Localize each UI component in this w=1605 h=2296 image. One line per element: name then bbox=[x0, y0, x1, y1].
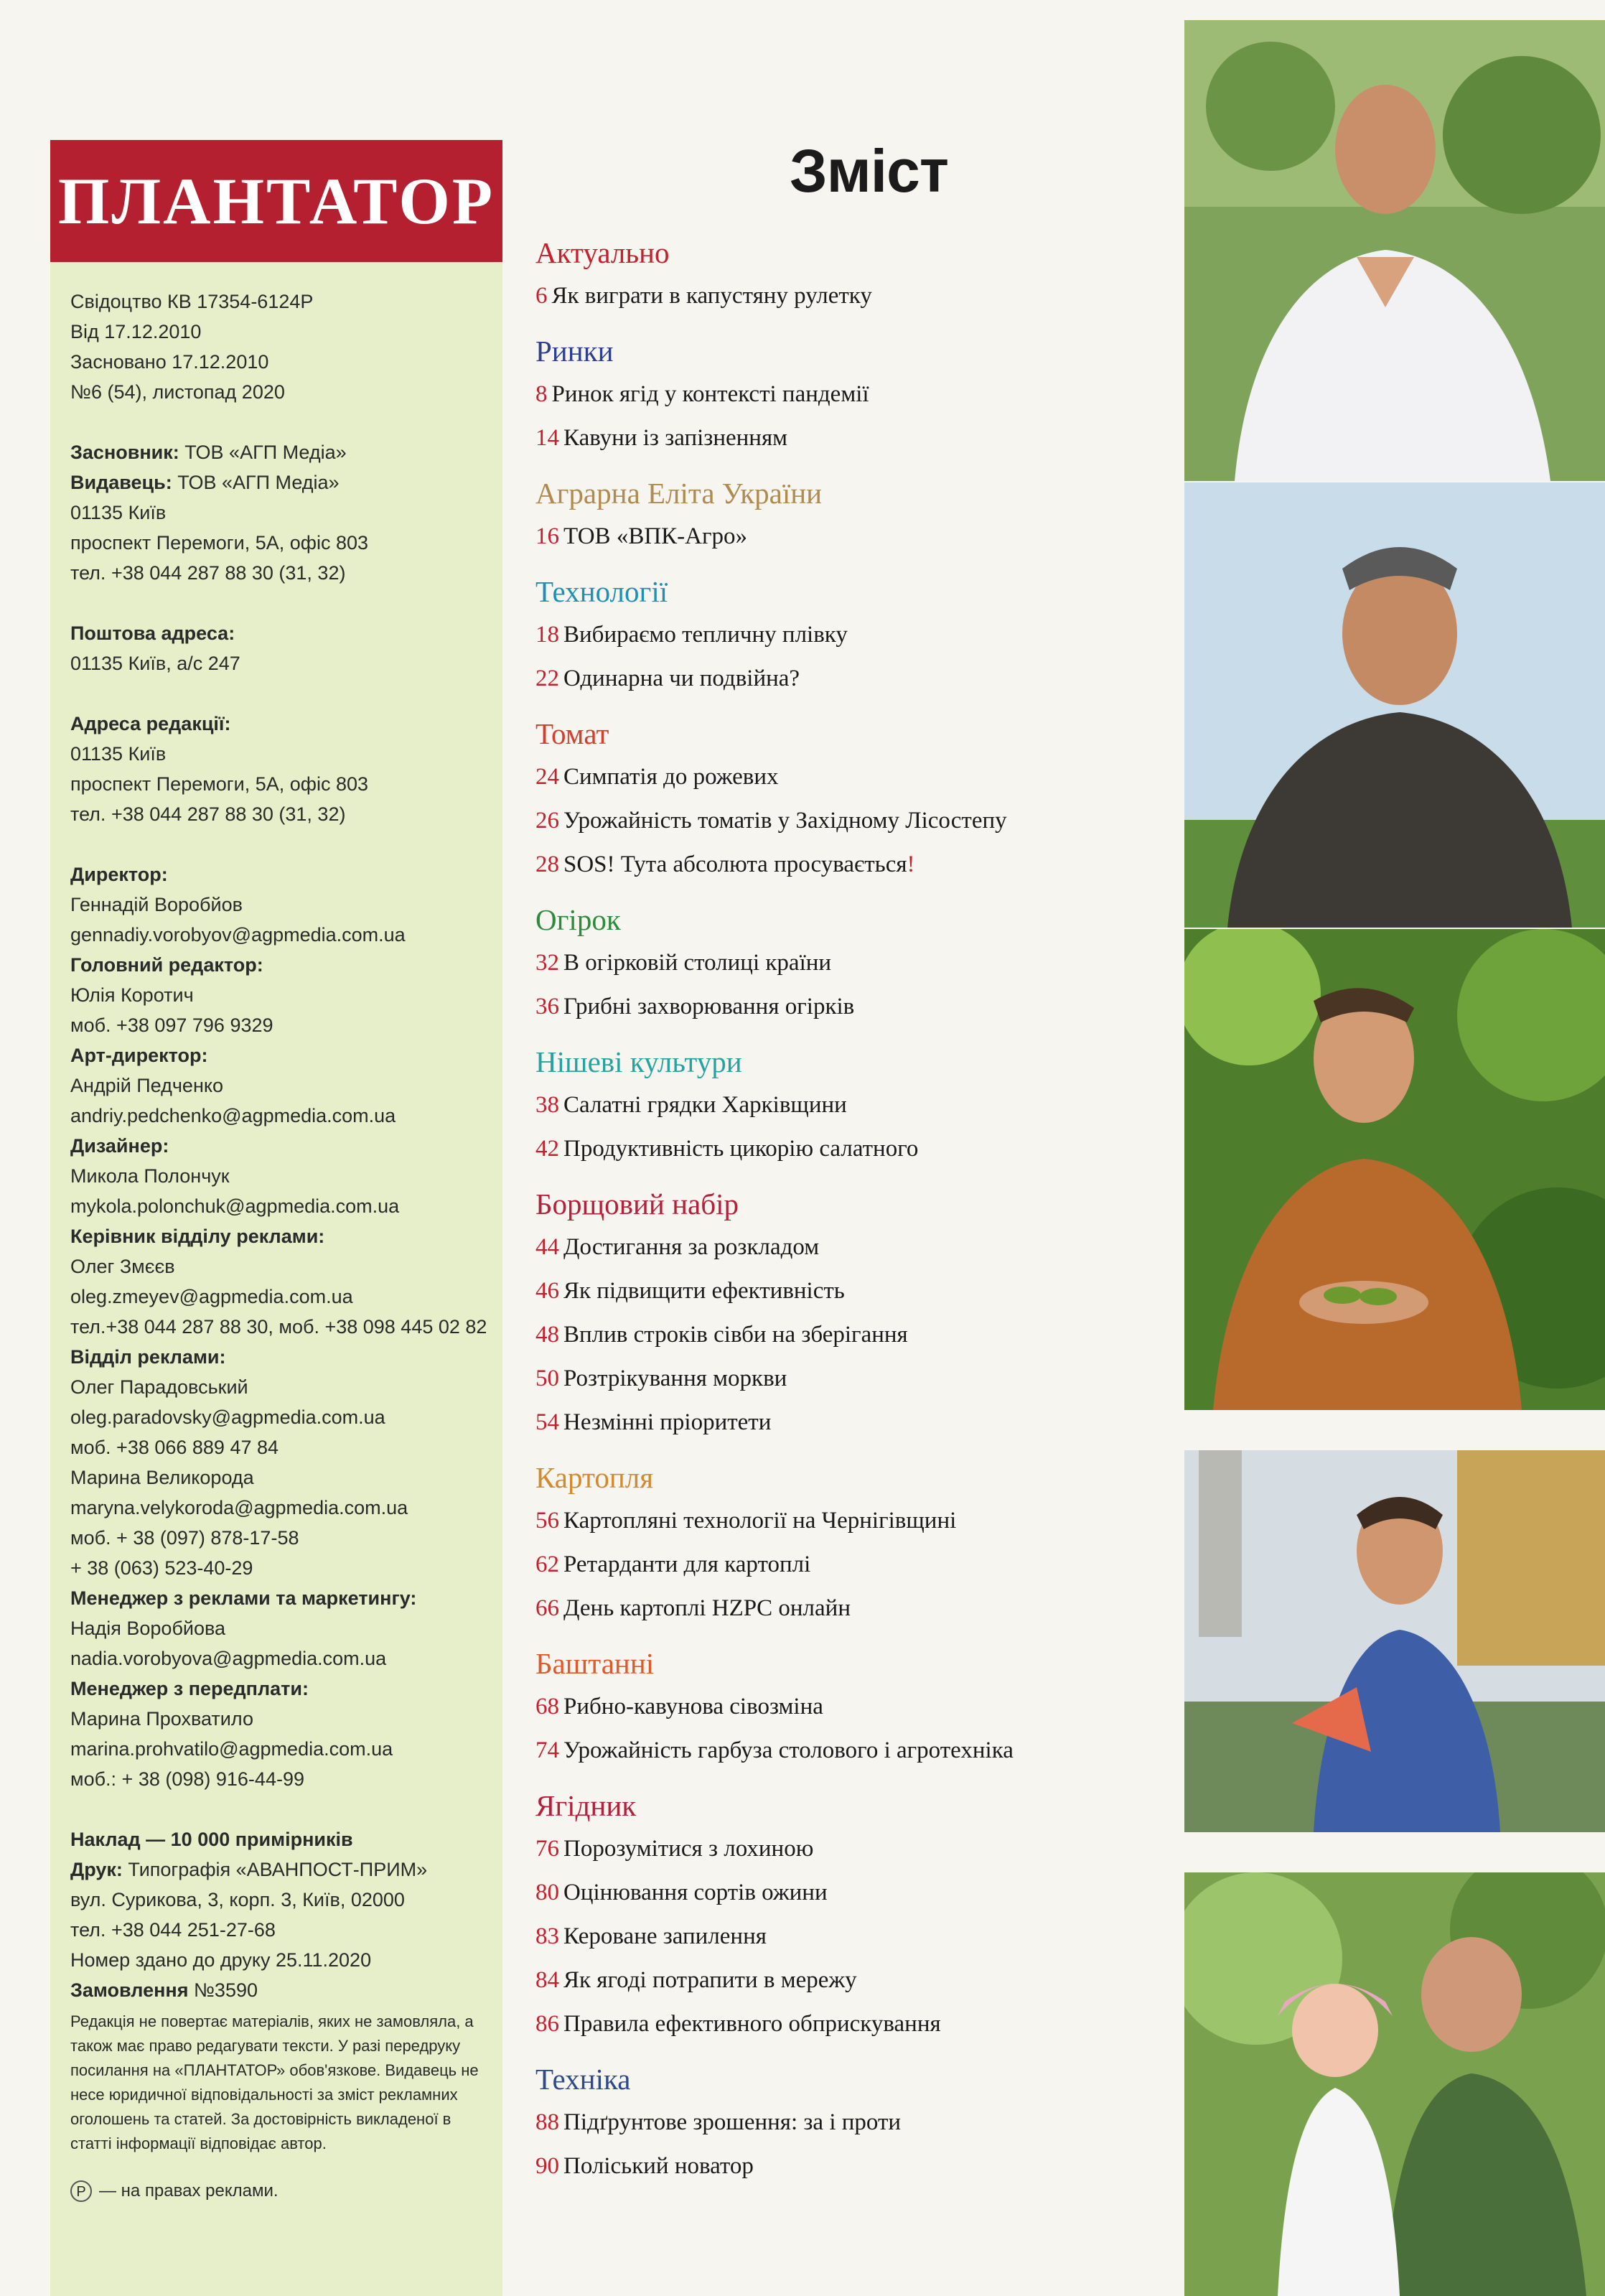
photo-man-fish bbox=[1184, 1450, 1605, 1832]
article-title: Підґрунтове зрошення: за і проти bbox=[563, 2109, 902, 2135]
founder bbox=[70, 437, 502, 467]
article-title: Продуктивність цикорію салатного bbox=[563, 1136, 919, 1162]
article-title: Поліський новатор bbox=[563, 2153, 754, 2179]
contents-section bbox=[535, 898, 1181, 1029]
contents-item[interactable] bbox=[535, 2002, 1181, 2046]
page-number: 76 bbox=[535, 1836, 559, 1862]
contents-item[interactable] bbox=[535, 2101, 1181, 2145]
article-title: День картоплі HZPC онлайн bbox=[563, 1595, 851, 1621]
contents-item[interactable] bbox=[535, 1127, 1181, 1171]
page-number: 56 bbox=[535, 1508, 559, 1534]
printer-label: Друк: bbox=[70, 1859, 123, 1880]
contents-item[interactable] bbox=[535, 1827, 1181, 1871]
printer-line: Номер здано до друку 25.11.2020 bbox=[70, 1949, 372, 1971]
article-title: Достигання за розкладом bbox=[563, 1234, 820, 1260]
staff-role: Головний редактор: bbox=[70, 954, 263, 976]
contents-item[interactable] bbox=[535, 613, 1181, 657]
contents-item[interactable] bbox=[535, 799, 1181, 843]
staff-line: Олег Змєєв bbox=[70, 1256, 175, 1277]
ad-mark-text: — на правах реклами. bbox=[99, 2181, 279, 2201]
contents-item[interactable] bbox=[535, 1729, 1181, 1773]
photo-man-cucumbers bbox=[1184, 929, 1605, 1410]
photo-man-white-shirt bbox=[1184, 20, 1605, 481]
article-title: Оцінювання сортів ожини bbox=[563, 1880, 828, 1905]
page-number: 46 bbox=[535, 1278, 559, 1304]
contents-section bbox=[535, 1784, 1181, 2046]
page-number: 14 bbox=[535, 425, 559, 451]
section-heading: Огірок bbox=[535, 903, 621, 936]
page-number: 88 bbox=[535, 2109, 559, 2135]
contents-section bbox=[535, 2058, 1181, 2188]
masthead-title: ПЛАНТАТОР bbox=[57, 164, 495, 238]
contents-item[interactable] bbox=[535, 1871, 1181, 1915]
staff-line: mykola.polonchuk@agpmedia.com.ua bbox=[70, 1195, 400, 1217]
staff-role: Арт-директор: bbox=[70, 1045, 208, 1066]
article-title: Як підвищити ефективність bbox=[563, 1278, 845, 1304]
article-title: Одинарна чи подвійна? bbox=[563, 666, 800, 691]
section-heading: Томат bbox=[535, 717, 609, 750]
section-heading: Ягідник bbox=[535, 1789, 637, 1822]
article-title: Порозумітися з лохиною bbox=[563, 1836, 814, 1862]
page-number: 68 bbox=[535, 1694, 559, 1719]
staff-line: Олег Парадовський bbox=[70, 1376, 248, 1398]
article-title: Грибні захворювання огірків bbox=[563, 994, 855, 1019]
contents-section bbox=[535, 1040, 1181, 1171]
contents-section bbox=[535, 570, 1181, 701]
page-number: 8 bbox=[535, 381, 548, 407]
page-number: 36 bbox=[535, 994, 559, 1019]
page-number: 54 bbox=[535, 1409, 559, 1435]
article-title: Як ягоді потрапити в мережу bbox=[563, 1967, 857, 1993]
page-number: 6 bbox=[535, 283, 548, 309]
page-number: 32 bbox=[535, 950, 559, 976]
staff-role: Менеджер з реклами та маркетингу: bbox=[70, 1587, 417, 1609]
contents-item[interactable] bbox=[535, 515, 1181, 559]
staff-line: nadia.vorobyova@agpmedia.com.ua bbox=[70, 1648, 387, 1669]
contents-item[interactable] bbox=[535, 941, 1181, 985]
page-number: 22 bbox=[535, 666, 559, 691]
publisher-label: Видавець: bbox=[70, 472, 172, 493]
page-number: 50 bbox=[535, 1366, 559, 1391]
contents-item[interactable] bbox=[535, 657, 1181, 701]
section-heading: Нішеві культури bbox=[535, 1045, 742, 1078]
staff-line: моб. +38 097 796 9329 bbox=[70, 1014, 273, 1036]
article-title: Незмінні пріоритети bbox=[563, 1409, 772, 1435]
publisher bbox=[70, 467, 502, 498]
contents-item[interactable] bbox=[535, 373, 1181, 416]
article-title: SOS! Тута абсолюта просувається bbox=[563, 851, 907, 877]
printer bbox=[70, 1854, 502, 1885]
photo-man-dark-jacket bbox=[1184, 482, 1605, 928]
page-number: 26 bbox=[535, 808, 559, 834]
page-number: 80 bbox=[535, 1880, 559, 1905]
article-title: Як виграти в капустяну рулетку bbox=[551, 283, 872, 309]
page-number: 66 bbox=[535, 1595, 559, 1621]
page-number: 86 bbox=[535, 2011, 559, 2037]
contents-item[interactable] bbox=[535, 1313, 1181, 1357]
contents-section bbox=[535, 231, 1181, 318]
title-accent: ! bbox=[907, 851, 915, 877]
table-of-contents bbox=[535, 231, 1181, 2188]
page-number: 83 bbox=[535, 1923, 559, 1949]
staff-line: Юлія Коротич bbox=[70, 984, 194, 1006]
article-title: Картопляні технології на Чернігівщині bbox=[563, 1508, 957, 1534]
publisher-address-line: 01135 Київ bbox=[70, 502, 167, 523]
staff-line: моб.: + 38 (098) 916-44-99 bbox=[70, 1768, 304, 1790]
publisher-value: ТОВ «АГП Медіа» bbox=[172, 472, 340, 493]
page-number: 24 bbox=[535, 764, 559, 790]
contents-item[interactable] bbox=[535, 1401, 1181, 1445]
page-number: 48 bbox=[535, 1322, 559, 1348]
contents-item[interactable] bbox=[535, 1499, 1181, 1543]
contents-item[interactable] bbox=[535, 1587, 1181, 1630]
contents-item[interactable] bbox=[535, 416, 1181, 460]
staff-line: Надія Воробйова bbox=[70, 1618, 226, 1639]
section-heading: Баштанні bbox=[535, 1647, 655, 1680]
page-number: 44 bbox=[535, 1234, 559, 1260]
registration-line: Свідоцтво КВ 17354-6124Р bbox=[70, 291, 314, 312]
ad-mark-note bbox=[70, 2176, 502, 2206]
article-title: Правила ефективного обприскування bbox=[563, 2011, 941, 2037]
page-number: 38 bbox=[535, 1092, 559, 1118]
staff-line: oleg.zmeyev@agpmedia.com.ua bbox=[70, 1286, 353, 1307]
contents-section bbox=[535, 330, 1181, 460]
disclaimer-note: Редакція не повертає матеріалів, яких не замовляла, а також має право редагувати тексти. У разі передруку посилання на «ПЛАНТАТОР» обов'язкове. Видавець не несе юридичної відповідальності за зміст рекламних оголошень та статей. За достовірність викладеної в статті інформації відповідає автор. bbox=[70, 2012, 479, 2152]
contents-section bbox=[535, 1182, 1181, 1445]
masthead bbox=[50, 140, 502, 262]
page-number: 18 bbox=[535, 622, 559, 648]
article-title: Вплив строків сівби на зберігання bbox=[563, 1322, 908, 1348]
staff-line: моб. +38 066 889 47 84 bbox=[70, 1437, 279, 1458]
page-number: 84 bbox=[535, 1967, 559, 1993]
staff-line: тел.+38 044 287 88 30, моб. +38 098 445 02 82 bbox=[70, 1316, 487, 1338]
contents-section bbox=[535, 1642, 1181, 1773]
article-title: Ретарданти для картоплі bbox=[563, 1551, 811, 1577]
staff-line: marina.prohvatilo@agpmedia.com.ua bbox=[70, 1738, 393, 1760]
staff-line: моб. + 38 (097) 878-17-58 bbox=[70, 1527, 299, 1549]
staff-line: oleg.paradovsky@agpmedia.com.ua bbox=[70, 1406, 385, 1428]
publisher-address-line: тел. +38 044 287 88 30 (31, 32) bbox=[70, 562, 346, 584]
staff-role: Менеджер з передплати: bbox=[70, 1678, 309, 1699]
contents-item[interactable] bbox=[535, 1685, 1181, 1729]
page-number: 16 bbox=[535, 523, 559, 549]
contents-item[interactable] bbox=[535, 1959, 1181, 2002]
article-title: Урожайність гарбуза столового і агротехніка bbox=[563, 1737, 1014, 1763]
section-heading: Актуально bbox=[535, 236, 670, 269]
article-title: ТОВ «ВПК-Агро» bbox=[563, 523, 748, 549]
staff-line: Геннадій Воробйов bbox=[70, 894, 243, 915]
postal-address: 01135 Київ, а/с 247 bbox=[70, 653, 240, 674]
registration-line: Засновано 17.12.2010 bbox=[70, 351, 269, 373]
article-title: В огірковій столиці країни bbox=[563, 950, 832, 976]
article-title: Ринок ягід у контексті пандемії bbox=[551, 381, 869, 407]
contents-item[interactable] bbox=[535, 1915, 1181, 1959]
order-value: №3590 bbox=[188, 1979, 258, 2001]
printer-line: вул. Сурикова, 3, корп. 3, Київ, 02000 bbox=[70, 1889, 405, 1910]
contents-section bbox=[535, 1456, 1181, 1630]
staff-line: gennadiy.vorobyov@agpmedia.com.ua bbox=[70, 924, 406, 946]
staff-line: Микола Полончук bbox=[70, 1165, 230, 1187]
ad-mark-icon: P bbox=[70, 2180, 92, 2202]
staff-line: + 38 (063) 523-40-29 bbox=[70, 1557, 253, 1579]
contents-item[interactable] bbox=[535, 1269, 1181, 1313]
staff-line: maryna.velykoroda@agpmedia.com.ua bbox=[70, 1497, 408, 1518]
contents-item[interactable] bbox=[535, 843, 1181, 887]
publisher-address-line: проспект Перемоги, 5А, офіс 803 bbox=[70, 532, 369, 554]
staff-role: Дизайнер: bbox=[70, 1135, 169, 1157]
editorial-address-line: тел. +38 044 287 88 30 (31, 32) bbox=[70, 803, 346, 825]
staff-role: Відділ реклами: bbox=[70, 1346, 226, 1368]
article-title: Салатні грядки Харківщини bbox=[563, 1092, 847, 1118]
editorial-label: Адреса редакції: bbox=[70, 713, 231, 734]
contents-item[interactable] bbox=[535, 985, 1181, 1029]
printer-line: тел. +38 044 251-27-68 bbox=[70, 1919, 276, 1941]
page-number: 28 bbox=[535, 851, 559, 877]
staff-line: Марина Великорода bbox=[70, 1467, 254, 1488]
print-run: Наклад — 10 000 примірників bbox=[70, 1829, 353, 1850]
photo-man-child-blueberries bbox=[1184, 1872, 1605, 2296]
staff-role: Керівник відділу реклами: bbox=[70, 1226, 325, 1247]
postal-label: Поштова адреса: bbox=[70, 622, 235, 644]
order-label: Замовлення bbox=[70, 1979, 189, 2001]
imprint-panel bbox=[50, 262, 502, 2296]
article-title: Урожайність томатів у Західному Лісостепу bbox=[563, 808, 1007, 834]
contents-item[interactable] bbox=[535, 755, 1181, 799]
section-heading: Борщовий набір bbox=[535, 1187, 739, 1221]
founder-label: Засновник: bbox=[70, 442, 179, 463]
order bbox=[70, 1975, 502, 2005]
section-heading: Картопля bbox=[535, 1461, 654, 1494]
contents-item[interactable] bbox=[535, 1226, 1181, 1269]
editorial-address-line: 01135 Київ bbox=[70, 743, 167, 765]
registration-line: Від 17.12.2010 bbox=[70, 321, 202, 342]
article-title: Кероване запилення bbox=[563, 1923, 767, 1949]
contents-item[interactable] bbox=[535, 2145, 1181, 2188]
staff-role: Директор: bbox=[70, 864, 168, 885]
contents-section bbox=[535, 712, 1181, 887]
contents-title: Зміст bbox=[790, 137, 948, 205]
section-heading: Аграрна Еліта України bbox=[535, 477, 823, 510]
article-title: Вибираємо тепличну плівку bbox=[563, 622, 848, 648]
page-number: 42 bbox=[535, 1136, 559, 1162]
contents-item[interactable] bbox=[535, 1083, 1181, 1127]
article-title: Симпатія до рожевих bbox=[563, 764, 779, 790]
page-number: 90 bbox=[535, 2153, 559, 2179]
article-title: Рибно-кавунова сівозміна bbox=[563, 1694, 823, 1719]
staff-line: andriy.pedchenko@agpmedia.com.ua bbox=[70, 1105, 396, 1126]
printer-value: Типографія «АВАНПОСТ-ПРИМ» bbox=[122, 1859, 428, 1880]
founder-value: ТОВ «АГП Медіа» bbox=[179, 442, 347, 463]
editorial-address-line: проспект Перемоги, 5А, офіс 803 bbox=[70, 773, 369, 795]
section-heading: Ринки bbox=[535, 335, 614, 368]
contents-section bbox=[535, 472, 1181, 559]
contents-item[interactable] bbox=[535, 1357, 1181, 1401]
page-number: 74 bbox=[535, 1737, 559, 1763]
article-title: Розтрікування моркви bbox=[563, 1366, 787, 1391]
article-title: Кавуни із запізненням bbox=[563, 425, 788, 451]
section-heading: Техніка bbox=[535, 2063, 631, 2096]
contents-item[interactable] bbox=[535, 274, 1181, 318]
page-number: 62 bbox=[535, 1551, 559, 1577]
staff-line: Марина Прохватило bbox=[70, 1708, 253, 1730]
contents-item[interactable] bbox=[535, 1543, 1181, 1587]
staff-line: Андрій Педченко bbox=[70, 1075, 223, 1096]
registration-line: №6 (54), листопад 2020 bbox=[70, 381, 285, 403]
section-heading: Технології bbox=[535, 575, 668, 608]
